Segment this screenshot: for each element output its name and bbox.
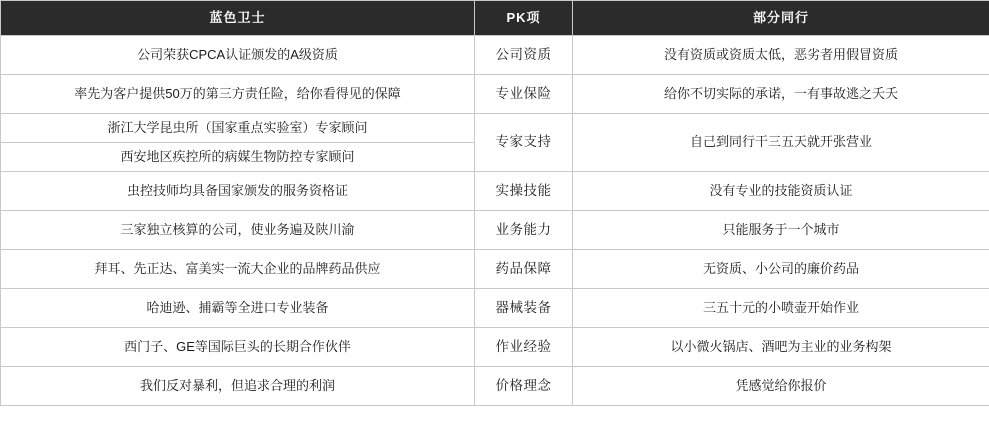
header-cell-right: 部分同行 <box>573 1 989 36</box>
cell-peers: 自己到同行干三五天就开张营业 <box>573 114 989 172</box>
table-row <box>1 250 989 289</box>
table-row <box>1 289 989 328</box>
cell-category: 药品保障 <box>475 250 573 289</box>
cell-peers: 无资质、小公司的廉价药品 <box>573 250 989 289</box>
cell-ours: 哈迪逊、捕霸等全进口专业装备 <box>1 289 475 328</box>
table-row <box>1 367 989 406</box>
header-cell-middle: PK项 <box>475 1 573 36</box>
table-row <box>1 75 989 114</box>
table-row <box>1 328 989 367</box>
cell-category: 实操技能 <box>475 172 573 211</box>
cell-peers: 没有资质或资质太低，恶劣者用假冒资质 <box>573 36 989 75</box>
cell-peers: 以小微火锅店、酒吧为主业的业务构架 <box>573 328 989 367</box>
cell-ours: 我们反对暴利，但追求合理的利润 <box>1 367 475 406</box>
cell-category: 作业经验 <box>475 328 573 367</box>
cell-peers: 没有专业的技能资质认证 <box>573 172 989 211</box>
cell-category: 价格理念 <box>475 367 573 406</box>
cell-peers: 给你不切实际的承诺，一有事故逃之夭夭 <box>573 75 989 114</box>
cell-peers: 只能服务于一个城市 <box>573 211 989 250</box>
table-body <box>1 36 989 406</box>
cell-ours-line-1: 浙江大学昆虫所（国家重点实验室）专家顾问 <box>1 114 474 143</box>
cell-peers: 凭感觉给你报价 <box>573 367 989 406</box>
cell-ours: 虫控技师均具备国家颁发的服务资格证 <box>1 172 475 211</box>
cell-ours: 率先为客户提供50万的第三方责任险，给你看得见的保障 <box>1 75 475 114</box>
cell-peers: 三五十元的小喷壶开始作业 <box>573 289 989 328</box>
table-row <box>1 36 989 75</box>
cell-category: 业务能力 <box>475 211 573 250</box>
cell-category: 专家支持 <box>475 114 573 172</box>
cell-ours-line-2: 西安地区疾控所的病媒生物防控专家顾问 <box>120 149 355 164</box>
cell-ours: 拜耳、先正达、富美实一流大企业的品牌药品供应 <box>1 250 475 289</box>
table-row <box>1 211 989 250</box>
header-row <box>1 1 989 36</box>
table-row <box>1 114 989 172</box>
table-header <box>1 1 989 36</box>
cell-ours: 西门子、GE等国际巨头的长期合作伙伴 <box>1 328 475 367</box>
cell-category: 专业保险 <box>475 75 573 114</box>
cell-ours <box>1 114 475 172</box>
header-cell-left: 蓝色卫士 <box>1 1 475 36</box>
cell-category: 器械装备 <box>475 289 573 328</box>
table-row <box>1 172 989 211</box>
cell-ours: 三家独立核算的公司，使业务遍及陕川渝 <box>1 211 475 250</box>
cell-ours: 公司荣获CPCA认证颁发的A级资质 <box>1 36 475 75</box>
cell-category: 公司资质 <box>475 36 573 75</box>
